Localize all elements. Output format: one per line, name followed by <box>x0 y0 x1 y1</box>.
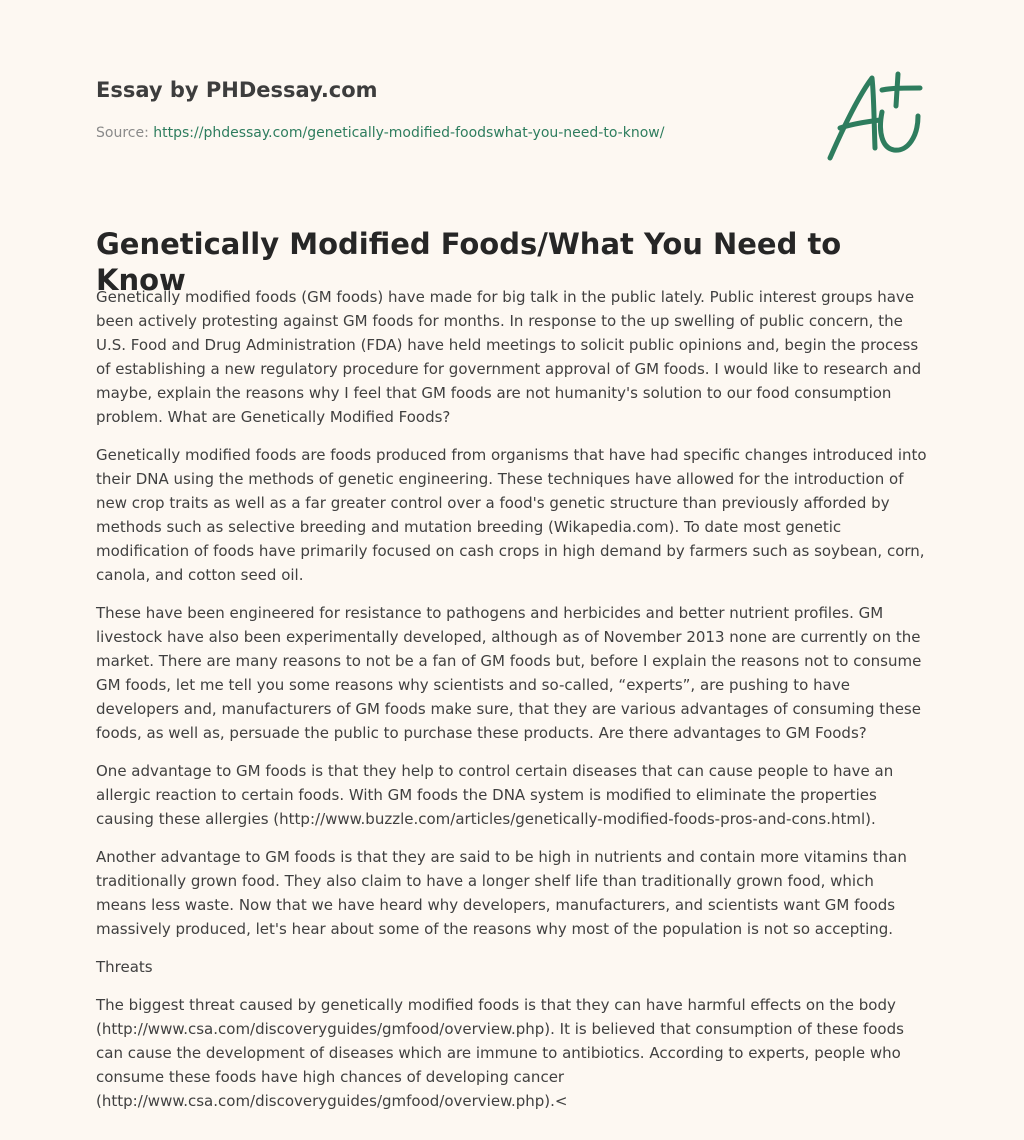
source-line <box>96 124 796 142</box>
essay-title: Genetically Modified Foods/What You Need to Know <box>96 227 842 297</box>
source-label: Source: <box>96 125 149 141</box>
source-link[interactable]: https://phdessay.com/genetically-modified-foodswhat-you-need-to-know/ <box>153 125 665 141</box>
essay-paragraph: One advantage to GM foods is that they help to control certain diseases that can cause people to have an allergic reaction to certain foods. With GM foods the DNA system is modified to eliminate the properties causing these allergies (http://www.buzzle.com/articles/genetically-modified-foods-pros-and-cons.html). <box>96 762 894 828</box>
essay-paragraph: Genetically modified foods are foods produced from organisms that have had specific changes introduced into their DNA using the methods of genetic engineering. These techniques have allowed for the introduction of new crop traits as well as a far greater control over a food's genetic structure than previously afforded by methods such as selective breeding and mutation breeding (Wikapedia.com). To date most genetic modification of foods have primarily focused on cash crops in high demand by farmers such as soybean, corn, canola, and cotton seed oil. <box>96 446 927 584</box>
essay-paragraph: The biggest threat caused by genetically modified foods is that they can have harmful effects on the body (http://www.csa.com/discoveryguides/gmfood/overview.php). It is believed that consumption of these foods can cause the development of diseases which are immune to antibiotics. According to experts, people who consume these foods have high chances of developing cancer (http://www.csa.com/discoveryguides/gmfood/overview.php).< <box>96 996 904 1110</box>
essay-header <box>96 78 796 142</box>
a-plus-grade-icon <box>822 66 932 166</box>
essay-paragraph: Another advantage to GM foods is that they are said to be high in nutrients and contain more vitamins than traditionally grown food. They also claim to have a longer shelf life than traditionally grown food, which means less waste. Now that we have heard why developers, manufacturers, and scientists want GM foods massively produced, let's hear about some of the reasons why most of the population is not so accepting. <box>96 848 907 938</box>
site-brand: Essay by PHDessay.com <box>96 78 378 102</box>
essay-paragraph: These have been engineered for resistance to pathogens and herbicides and better nutrient profiles. GM livestock have also been experimentally developed, although as of November 2013 none are currently on the market. There are many reasons to not be a fan of GM foods but, before I explain the reasons not to consume GM foods, let me tell you some reasons why scientists and so-called, “experts”, are pushing to have developers and, manufacturers of GM foods make sure, that they are various advantages of consuming these foods, as well as, persuade the public to purchase these products. Are there advantages to GM Foods? <box>96 604 922 742</box>
essay-body <box>96 285 928 1127</box>
essay-paragraph: Genetically modified foods (GM foods) have made for big talk in the public lately. Public interest groups have been actively protesting against GM foods for months. In response to the up swelling of public concern, the U.S. Food and Drug Administration (FDA) have held meetings to solicit public opinions and, begin the process of establishing a new regulatory procedure for government approval of GM foods. I would like to research and maybe, explain the reasons why I feel that GM foods are not humanity's solution to our food consumption problem. What are Genetically Modified Foods? <box>96 288 922 426</box>
section-heading-threats: Threats <box>96 958 153 976</box>
